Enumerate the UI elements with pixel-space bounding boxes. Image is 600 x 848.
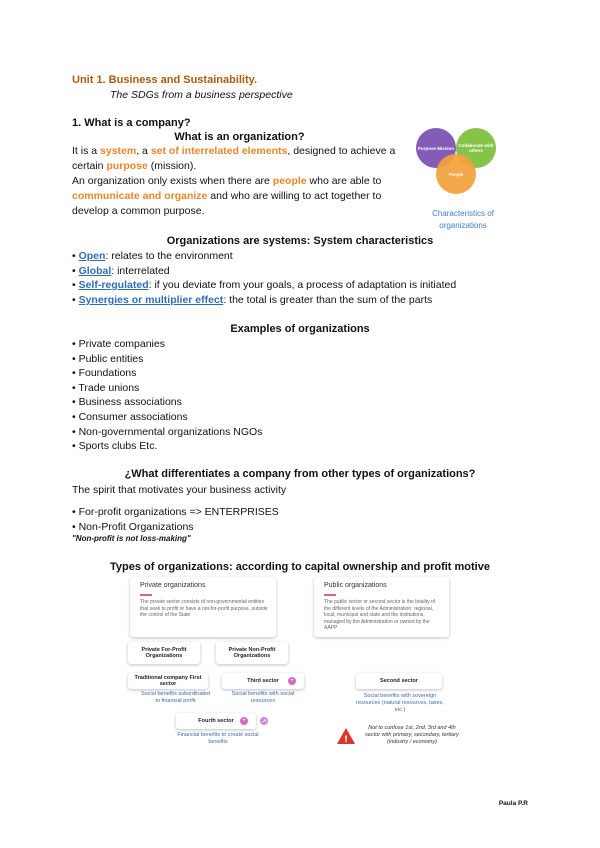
section-title: 1. What is a company? xyxy=(72,117,191,129)
venn-circle-collaborate: Collaborate with others xyxy=(456,128,496,168)
svg-text:!: ! xyxy=(343,735,349,745)
list-item: • For-profit organizations => ENTERPRISES xyxy=(72,505,279,520)
list-item: • Public entities xyxy=(72,352,262,367)
venn-diagram xyxy=(416,128,500,208)
add-icon: + xyxy=(288,677,296,685)
pink-accent xyxy=(324,594,336,596)
list-item: • Synergies or multiplier effect: the total is greater than the sum of the parts xyxy=(72,293,456,308)
differentiates-line: The spirit that motivates your business activity xyxy=(72,484,287,496)
second-note: Social benefits with sovereign resources (natural resources, taxes, etc.) xyxy=(356,693,444,713)
unit-subtitle: The SDGs from a business perspective xyxy=(110,89,293,101)
list-item: • Consumer associations xyxy=(72,410,262,425)
venn-circle-people: People xyxy=(436,154,476,194)
examples-title: Examples of organizations xyxy=(230,323,370,335)
pink-accent xyxy=(140,594,152,596)
private-non-profit-box: Private Non-Profit Organizations xyxy=(216,642,288,664)
list-item: • Global: interrelated xyxy=(72,264,456,279)
types-infographic xyxy=(124,575,474,765)
traditional-company-box: Traditional company First sector xyxy=(128,673,208,689)
examples-list xyxy=(72,337,262,454)
venn-circle-purpose: Purpose Mission xyxy=(416,128,456,168)
second-sector-box: Second sector xyxy=(356,673,442,689)
private-title: Private organizations xyxy=(140,582,206,589)
author: Paula P.R xyxy=(498,800,528,807)
differentiates-title: ¿What differentiates a company from other types of organizations? xyxy=(124,468,476,480)
profit-list xyxy=(72,505,279,534)
types-title: Types of organizations: according to capital ownership and profit motive xyxy=(110,561,490,573)
systems-title: Organizations are systems: System characteristics xyxy=(166,235,434,247)
fourth-note: Financial benefits to create social benefits xyxy=(177,732,259,745)
private-text: The private sector consists of non-governmental entities that seek to profit or have a not-for-profit purpose, outside the control of the State xyxy=(140,599,268,618)
list-item: • Foundations xyxy=(72,366,262,381)
private-for-profit-box: Private For-Profit Organizations xyxy=(128,642,200,664)
public-title: Public organizations xyxy=(324,582,387,589)
existence-paragraph: An organization only exists when there are people who are able to communicate and organize and who are willing to act together to develop a common purpose. xyxy=(72,175,382,217)
list-item: • Non-governmental organizations NGOs xyxy=(72,425,262,440)
unit-title: Unit 1. Business and Sustainability. xyxy=(72,74,258,86)
public-organizations-card xyxy=(314,577,449,637)
private-organizations-card xyxy=(130,577,276,637)
list-item: • Business associations xyxy=(72,395,262,410)
nonprofit-note: "Non-profit is not loss-making" xyxy=(72,534,191,543)
fourth-sector-label: Fourth sector xyxy=(198,718,234,724)
definition-paragraph: It is a system, a set of interrelated elements, designed to achieve a certain purpose (mission). xyxy=(72,145,396,172)
add-icon: + xyxy=(240,717,248,725)
list-item: • Self-regulated: if you deviate from your goals, a process of adaptation is initiated xyxy=(72,278,456,293)
venn-caption: Characteristics of organizations xyxy=(432,209,494,230)
list-item: • Private companies xyxy=(72,337,262,352)
traditional-note: Social benefits subordinated to financial profit xyxy=(140,691,211,704)
link-icon: ↗ xyxy=(261,718,267,725)
list-item: • Open: relates to the environment xyxy=(72,249,456,264)
third-sector-label: Third sector xyxy=(247,678,279,684)
list-item: • Sports clubs Etc. xyxy=(72,439,262,454)
warning-icon xyxy=(336,727,356,745)
public-text: The public sector or second sector is the totality of the different levels of the Administration: regional, local, municipal and state and the institutions, managed by the Administration or owned by the AAPP xyxy=(324,599,436,631)
list-item: • Trade unions xyxy=(72,381,262,396)
organization-question: What is an organization? xyxy=(174,131,305,143)
third-note: Social benefits with social resources xyxy=(231,691,295,704)
warning-text: Not to confuse 1st, 2nd, 3rd and 4th sector with primary, secondary, tertiary (industry / economy) xyxy=(365,725,459,745)
system-characteristics-list xyxy=(72,249,456,307)
list-item: • Non-Profit Organizations xyxy=(72,520,279,535)
